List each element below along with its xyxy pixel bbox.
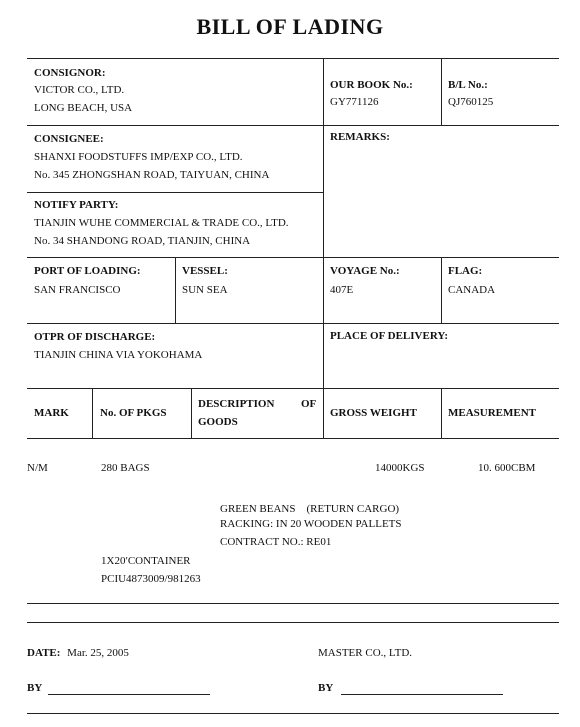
date-label: DATE: — [27, 647, 61, 659]
goods-measurement: 10. 600CBM — [478, 462, 536, 474]
date-field — [27, 647, 129, 659]
place-of-delivery-label: PLACE OF DELIVERY: — [330, 330, 448, 342]
divider-main — [323, 58, 324, 438]
notify-party-line2: No. 34 SHANDONG ROAD, TIANJIN, CHINA — [34, 235, 251, 247]
container-number: PCIU4873009/981263 — [101, 573, 201, 585]
column-measurement: MEASUREMENT — [448, 407, 537, 419]
column-description-of: OF — [301, 398, 317, 410]
rule-lower-1 — [27, 603, 559, 604]
signature-line-left — [48, 694, 210, 695]
voyage-value: 407E — [330, 284, 354, 296]
by-label-right: BY — [318, 682, 334, 694]
rule-under-headers — [27, 438, 559, 439]
flag-label: FLAG: — [448, 265, 483, 277]
rule-under-consignor — [27, 125, 559, 126]
divider-mark-pkgs — [92, 388, 93, 438]
container-count: 1X20′CONTAINER — [101, 555, 191, 567]
port-of-loading-label: PORT OF LOADING: — [34, 265, 141, 277]
vessel-value: SUN SEA — [182, 284, 228, 296]
goods-gross-weight: 14000KGS — [375, 462, 425, 474]
rule-top — [27, 58, 559, 59]
bl-no-value: QJ760125 — [448, 96, 494, 108]
issuer-company: MASTER CO., LTD. — [318, 647, 413, 659]
voyage-label: VOYAGE No.: — [330, 265, 400, 277]
goods-mark: N/M — [27, 462, 48, 474]
column-description: DESCRIPTION — [198, 398, 275, 410]
our-book-value: GY771126 — [330, 96, 379, 108]
notify-party-label: NOTIFY PARTY: — [34, 199, 119, 211]
consignee-label: CONSIGNEE: — [34, 133, 104, 145]
column-description-goods: GOODS — [198, 416, 238, 428]
discharge-label: OTPR OF DISCHARGE: — [34, 331, 156, 343]
consignee-line1: SHANXI FOODSTUFFS IMP/EXP CO., LTD. — [34, 151, 243, 163]
column-gross-weight: GROSS WEIGHT — [330, 407, 417, 419]
port-of-loading-value: SAN FRANCISCO — [34, 284, 121, 296]
goods-description-line3: CONTRACT NO.: RE01 — [220, 536, 332, 548]
date-value: Mar. 25, 2005 — [67, 647, 129, 659]
goods-description-line1: GREEN BEANS (RETURN CARGO) — [220, 503, 400, 515]
rule-bottom — [27, 713, 559, 714]
consignor-line2: LONG BEACH, USA — [34, 102, 133, 114]
document-title: BILL OF LADING — [196, 14, 384, 39]
our-book-label: OUR BOOK No.: — [330, 79, 413, 91]
divider-gross-measure — [441, 388, 442, 438]
vessel-label: VESSEL: — [182, 265, 228, 277]
consignor-line1: VICTOR CO., LTD. — [34, 84, 125, 96]
consignee-line2: No. 345 ZHONGSHAN ROAD, TAIYUAN, CHINA — [34, 169, 270, 181]
column-mark: MARK — [34, 407, 69, 419]
notify-party-line1: TIANJIN WUHE COMMERCIAL & TRADE CO., LTD. — [34, 217, 289, 229]
remarks-label: REMARKS: — [330, 131, 390, 143]
by-label-left: BY — [27, 682, 43, 694]
goods-description-line2: RACKING: IN 20 WOODEN PALLETS — [220, 518, 402, 530]
discharge-value: TIANJIN CHINA VIA YOKOHAMA — [34, 349, 203, 361]
rule-under-discharge — [27, 388, 559, 389]
column-pkgs: No. OF PKGS — [100, 407, 167, 419]
consignor-label: CONSIGNOR: — [34, 67, 106, 79]
divider-voyage-flag — [441, 257, 442, 323]
rule-under-port — [27, 323, 559, 324]
flag-value: CANADA — [448, 284, 496, 296]
divider-port-vessel — [175, 257, 176, 323]
goods-pkgs: 280 BAGS — [101, 462, 150, 474]
signature-line-right — [341, 694, 503, 695]
bl-no-label: B/L No.: — [448, 79, 488, 91]
divider-book-bl — [441, 58, 442, 125]
rule-lower-2 — [27, 622, 559, 623]
rule-under-notify — [27, 257, 559, 258]
rule-under-consignee — [27, 192, 323, 193]
divider-pkgs-desc — [191, 388, 192, 438]
